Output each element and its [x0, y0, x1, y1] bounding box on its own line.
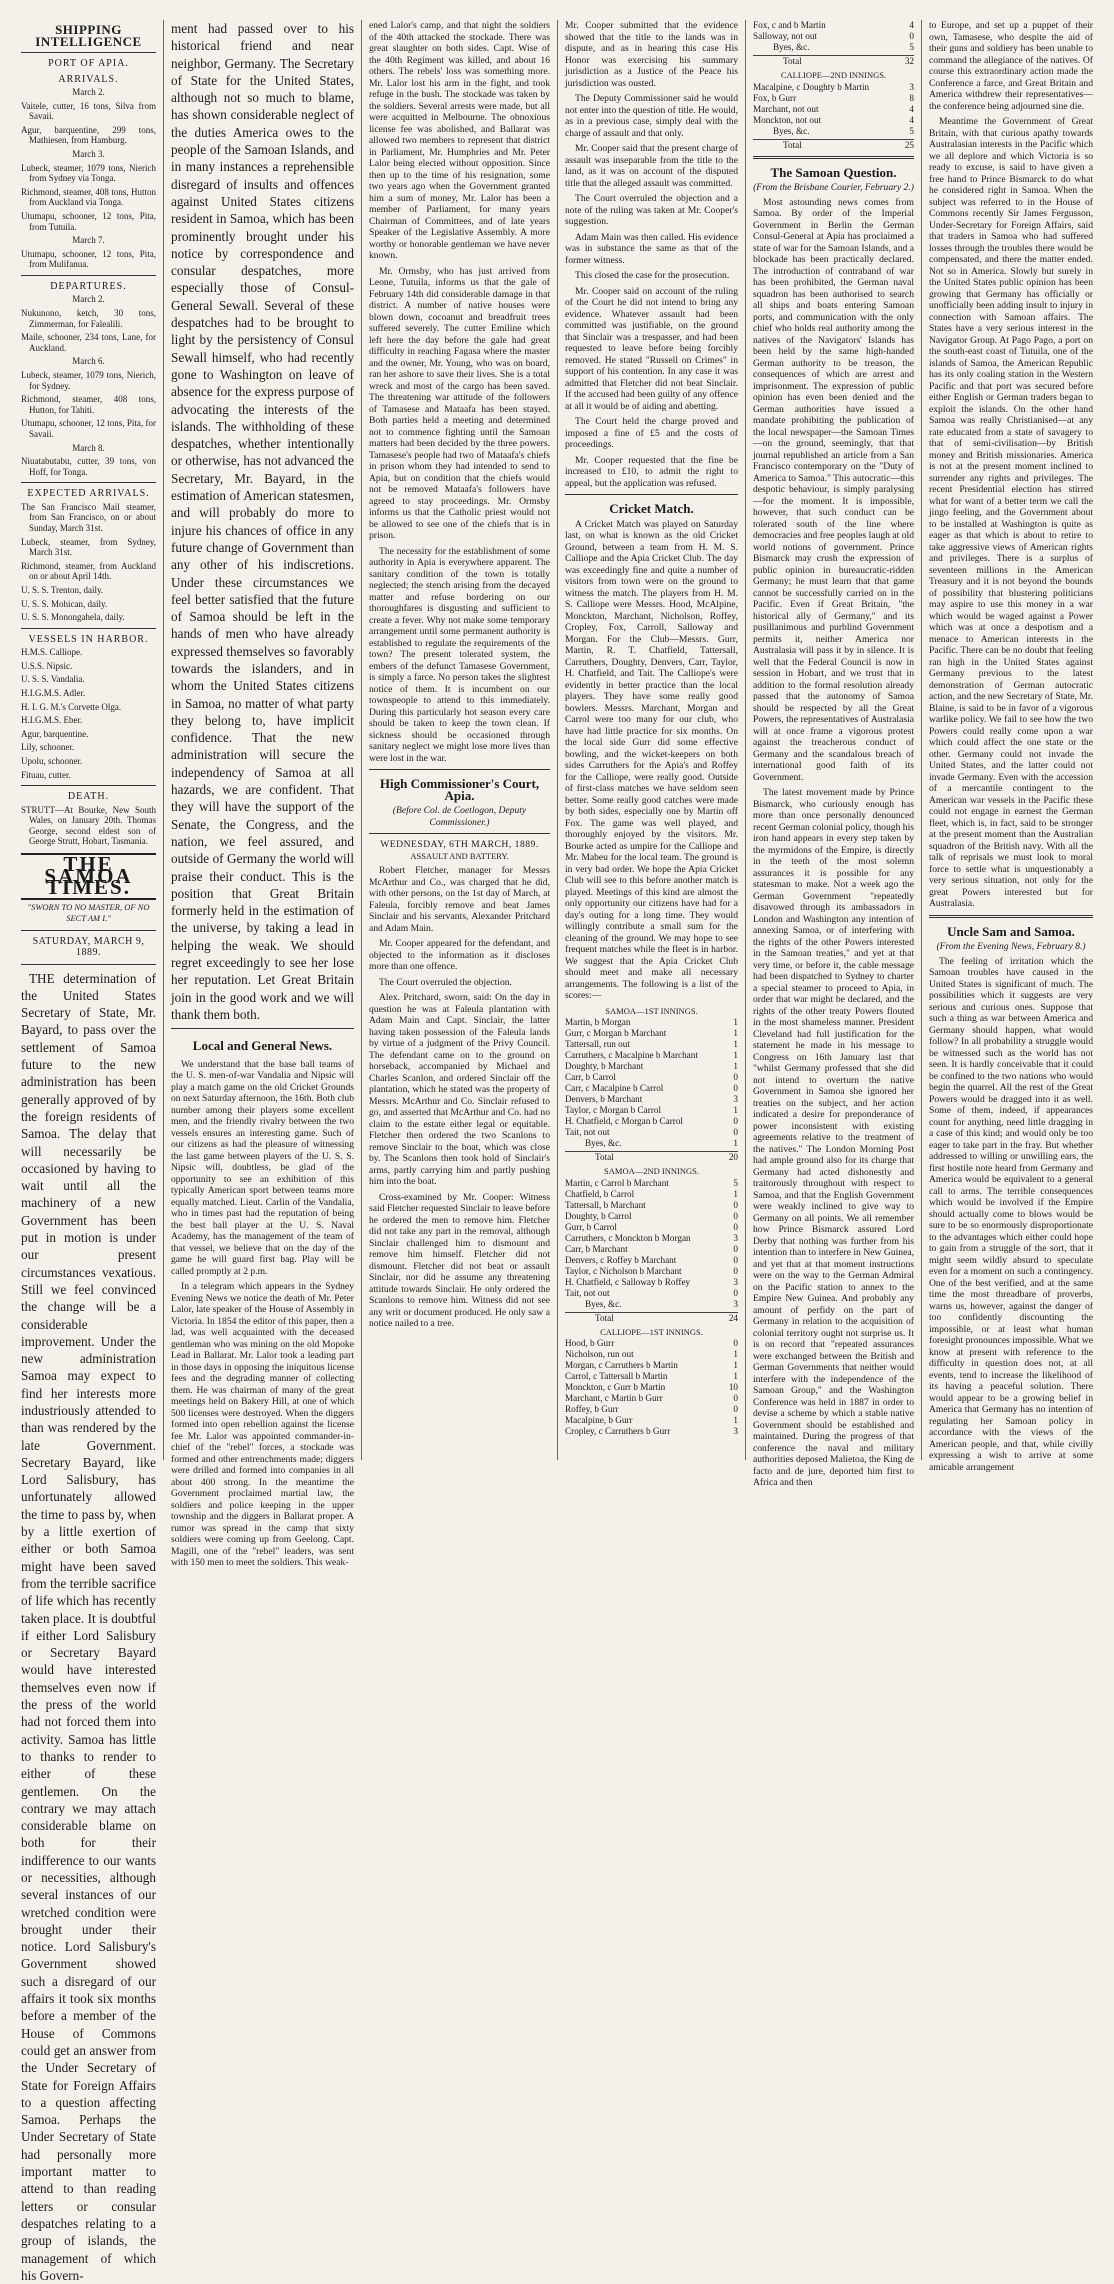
article-paragraph: to Europe, and set up a puppet of their own, Tamasese, who despite the aid of their guns and soldiery has been unable to command the allegiance of the natives. Of course this extraordinary action made the Conference a farce, and Great Britain and America withdrew their representatives—the conference being adjourned sine die.: [929, 20, 1093, 112]
list-item: H.I.G.M.S. Adler.: [21, 688, 86, 699]
editorial-part-1: THE determination of the United States Secretary of State, Mr. Bayard, to pass over the settlement of Samoa future to the new administration has been generally approved of by the foreign residents of Samoa. The delay that will necessarily be occasioned by having to wait until all the machinery of a new Government has been put in motion is under our present circumstances vexatious. Still we feel convinced the change will be a considerable improvement. Under the new administration Samoa may expect to find her interests more industriously attended to than was rendered by the late Government. Secretary Bayard, like Lord Salisbury, has unfortunately allowed the time to pass by, when by a little exertion of either or both Samoa might have been saved from the terrible sacrifice of life which has recently taken place. It is doubtful if either Lord Salisbury or Secretary Bayard would have interested themselves even now if the press of the world had not forced them into activity. Samoa has little to thanks to render to either of these gentlemen. On the contrary we may attach considerable blame on both for their indifference to our wants or necessities, although several instances of our wretched condition were brought under their notice. Lord Salisbury's Government showed such a disregard of our affairs it took six months before a member of the House of Commons could get an answer from the Under Secretary of State for Foreign Affairs to a question affecting Samoa. Perhaps the Under Secretary of State had personally more important matter to attend to than reading letters or consular despatches relating to a group of islands, the management of which his Govern-: [21, 970, 156, 2283]
table-row: Marchant, c Martin b Gurr 0: [565, 1393, 738, 1403]
list-item: Lubeck, steamer, 1079 tons, Nierich, for Sydney.: [21, 369, 156, 391]
calliope-second-heading: CALLIOPE—2ND INNINGS.: [780, 70, 887, 80]
divider: [21, 964, 156, 965]
column-shipping: [14, 20, 164, 2283]
local-news-title: Local and General News.: [192, 1038, 333, 1054]
table-row: Macalpine, c Doughty b Martin 3: [753, 81, 914, 92]
list-item: March 7.: [72, 235, 105, 246]
news-paragraph: We understand that the base ball teams of the U. S. men-of-war Vandalia and Nipsic will play a match game on the old Cricket Grounds on next Saturday afternoon, the 16th. Both club number among their players some excellent men, and the friendly rivalry between the two vessels ensures an interesting game. Such of our citizens as had the pleasure of witnessing the last game between players of the U. S. S. Nipsic will, doubtless, be glad of the opportunity to see an exhibition of this typically American sport between teams more equally matched. Lieut. Carlin of the Vandalia, who in times past had the reputation of being the best ball player at the U. S. Naval Academy, has the management of the team of that vessel, we believe that on the day of the game he will guard first bag. Play will be called promptly at 2 p.m.: [171, 1058, 354, 1277]
scorecard-calliope-1b: [753, 20, 914, 67]
list-item: Agur, barquentine.: [21, 728, 89, 739]
divider: [171, 1028, 354, 1029]
divider: [21, 785, 156, 786]
table-row: Doughty, b Marchant 1: [565, 1061, 738, 1071]
table-row: Carr, c Macalpine b Carrol 0: [565, 1083, 738, 1093]
samoa-first-heading: SAMOA—1ST INNINGS.: [605, 1005, 698, 1016]
list-item: Agur, barquentine, 299 tons, Mathiesen, from Hamburg.: [21, 124, 156, 146]
samoa-second-heading: SAMOA—2ND INNINGS.: [604, 1166, 699, 1176]
news-paragraph: Mr. Ormsby, who has just arrived from Leone, Tutuila, informs us that the gale of February 14th did considerable damage in that district. A number of native houses were blown down, cocoanut and breadfruit trees suffered severely. The cutter Emiline which left here the day before the gale had great difficulty in reaching Fagasa where the master and the owner, Mr. Young, who was on board, ran her ashore to save their lives. She is a total wreck and most of the cargo has been saved. The threatening war attitude of the followers of Tamasese and Mataafa has been stayed. Both parties held a meeting and determined not to commence fighting until the Samoan matters had been decided by the three powers. Tamasese's people had two of Mataafa's chiefs in prison whom they had intended to send to Apia, but on condition that the chiefs would not be removed Mataafa's followers have agreed to stay proceedings. Mr. Ormsby informs us that the Catholic priest would not be allowed to see one of the chiefs that is in prison.: [369, 265, 550, 541]
table-row-total: Total 32: [753, 55, 914, 67]
table-row: Martin, b Morgan 1: [565, 1017, 738, 1027]
table-row: Nicholson, run out 1: [565, 1349, 738, 1359]
table-row: Cropley, c Carruthers b Gurr 3: [565, 1426, 738, 1436]
vessels-list: [21, 647, 156, 780]
court-case: ASSAULT AND BATTERY.: [410, 850, 509, 861]
column-uncle-sam: [922, 20, 1100, 1473]
article-paragraph: Most astounding news comes from Samoa. By order of the Imperial Government in Berlin the German Consul-General at Apia has proclaimed a state of war for the Samoan Islands, and a blockade has been practically declared. The introduction of contraband of war has been prohibited, the German naval squadron has been authorised to search all ships and boats entering Samoan ports, and communication with the only chief who holds real authority among the natives of the Navigators' Islands has been held by the same high-handed German authority to be treason, the consequences of which are arrest and imprisonment. The expression of public opinion has even been denied and the German authorities have issued a mandate prohibiting the publication of the local newspaper—the Samoan Times—on the ground, seemingly, that that journal republished an article from a San Francisco contemporary on the "Duty of America to Samoa." This autocratic—this despotic behaviour, is simply paralysing—for the moment. It is impossible, however, that such conduct can be tolerated south of the line where democracies and free peoples laugh at old world notions of government. Prince Bismarck may crush the expression of public opinion in bureaucratic-ridden Germany; he must learn that that game cannot be successfully carried on in the Pacific. Even if Great Britain, "the historical ally of Germany," and its pusillanimous and purblind Government permits it, neither America nor Australasia will pass it by in silence. It is well that the Federal Council is now in session in Hobart, and we trust that in addition to the formal resolution already passed that the autonomy of Samoa should be respected by all the Great Powers, the representatives of Australasia will at once frame a vigorous protest against the treacherous conduct of Germany and the scandalous breach of international good faith of its Government.: [753, 196, 914, 783]
table-row: H. Chatfield, c Salloway b Roffey 3: [565, 1276, 738, 1287]
list-item: Richmond, steamer, 408 tons, Hutton, for Tahiti.: [21, 394, 156, 415]
table-row: Denvers, b Marchant 3: [565, 1094, 738, 1104]
departures-list: [21, 294, 156, 477]
court-paragraph: The Deputy Commissioner said he would not enter into the question of title. He would, as in a previous case, simply deal with the charge of assault and that only.: [565, 93, 738, 139]
table-row: Tattersall, run out 1: [565, 1039, 738, 1049]
samoan-question-title: The Samoan Question.: [770, 164, 897, 180]
list-item: Nukunono, ketch, 30 tons, Zimmerman, for Falealili.: [21, 308, 156, 329]
expected-list: [21, 502, 156, 623]
table-row: Carr, b Carrol 0: [565, 1072, 738, 1082]
table-row: Gurr, c Morgan b Marchant 1: [565, 1028, 738, 1038]
court-paragraph: Mr. Cooper said that the present charge of assault was inseparable from the title to the land, as it was on account of the disputed title that the alleged assault was committed.: [565, 143, 738, 189]
departures-heading: DEPARTURES.: [50, 280, 127, 292]
column-editorial: [164, 20, 362, 1569]
uncle-sam-title: Uncle Sam and Samoa.: [947, 923, 1075, 939]
table-row: Macalpine, b Gurr 1: [565, 1415, 738, 1425]
court-subtitle: (Before Col. de Coetlogon, Deputy Commissioner.): [392, 805, 527, 828]
divider: [369, 769, 550, 770]
divider: [369, 833, 550, 834]
table-row: Martin, c Carrol b Marchant 5: [565, 1177, 738, 1188]
shipping-title: SHIPPING INTELLIGENCE: [35, 22, 142, 49]
list-item: H.M.S. Calliope.: [21, 647, 83, 658]
scorecard-samoa-2: [565, 1178, 738, 1324]
table-row: Carruthers, c Monckton b Morgan 3: [565, 1232, 738, 1243]
divider: [565, 494, 738, 495]
cricket-title: Cricket Match.: [609, 501, 694, 516]
list-item: March 3.: [72, 148, 105, 159]
divider: [21, 275, 156, 276]
table-row: Gurr, b Carrol 0: [565, 1221, 738, 1232]
court-paragraph: Mr. Cooper requested that the fine be increased to £10, to admit the right to appeal, but the application was refused.: [565, 454, 738, 489]
list-item: U.S.S. Nipsic.: [21, 660, 73, 671]
table-row: Carruthers, c Macalpine b Marchant 1: [565, 1050, 738, 1060]
list-item: Niuatabutabu, cutter, 39 tons, von Hoff, for Tonga.: [21, 456, 156, 477]
court-paragraph: This closed the case for the prosecution.: [575, 270, 730, 281]
table-row: Tait, not out 0: [565, 1287, 738, 1298]
table-row: Byes, &c. 3: [585, 1298, 738, 1309]
list-item: March 8.: [72, 442, 105, 453]
list-item: March 6.: [72, 356, 105, 367]
masthead-motto: "SWORN TO NO MASTER, OF NO SECT AM I.": [27, 901, 150, 924]
table-row: Taylor, c Nicholson b Marchant 0: [565, 1265, 738, 1276]
scorecard-calliope-1a: [565, 1338, 738, 1437]
issue-date: SATURDAY, MARCH 9, 1889.: [32, 935, 145, 959]
list-item: The San Francisco Mail steamer, from San Francisco, on or about Sunday, March 31st.: [21, 501, 156, 533]
table-row: Roffey, b Gurr 0: [565, 1404, 738, 1414]
list-item: Richmond, steamer, from Auckland on or about April 14th.: [21, 560, 156, 582]
list-item: Upolu, schooner.: [21, 756, 83, 766]
court-paragraph: The Court overruled the objection and a note of the ruling was taken at Mr. Cooper's suggestion.: [565, 193, 738, 227]
table-row: Denvers, c Roffey b Marchant 0: [565, 1254, 738, 1265]
list-item: Fituau, cutter.: [21, 769, 71, 780]
list-item: U. S. S. Mohican, daily.: [21, 598, 108, 609]
port-heading: PORT OF APIA.: [48, 58, 129, 69]
list-item: U. S. S. Vandalia.: [21, 674, 85, 685]
column-local-news: [362, 20, 558, 1460]
death-notice: STRUTT—At Bourke, New South Wales, on January 20th. Thomas George, second eldest son of George Strutt, Hobart, Tasmania.: [21, 804, 156, 847]
table-row: Byes, &c. 1: [585, 1138, 738, 1148]
table-row: Morgan, c Carruthers b Martin 1: [565, 1360, 738, 1370]
scorecard-samoa-1: [565, 1017, 738, 1163]
arrivals-list: [21, 87, 156, 270]
court-paragraph: Mr. Cooper said on account of the ruling of the Court he did not intend to bring any evidence. Whatever assault had been committed was justifiable, on the ground that Sinclair was a trespasser, and had been requested to leave before being forcibly removed. He stated "Russell on Crimes" in support of his contention. In any case it was admitted that Fletcher did not beat Sinclair. If the accused had been guilty of any offence at all it would be of aiding and abetting.: [565, 285, 738, 412]
column-court-cricket: [558, 20, 746, 1460]
table-row: Fox, b Gurr 8: [753, 92, 914, 103]
article-paragraph: Meantime the Government of Great Britain, with that curious apathy towards Australasian interests in the Pacific which we all deplore and which Victoria is so ready to excuse, is said to have given a free hand to Prince Bismarck to do what he considered right in Samoa. When the subject was referred to in the House of Commons recently Sir James Fergusson, Under-Secretary for Foreign Affairs, said that traders in Samoa who had suffered losses through the troubles there would be compensated, and there the matter ended. Not so in America. Slowly but surely in the United States public opinion has been growing that Germany has officially or unofficially been adding insult to injury in connection with Samoan affairs. The States have a very serious interest in the Navigator Group. At Pago Pago, a port on the south-east coast of Tutuila, one of the islands of Samoa, the American Republic has its only coaling station in the Western Pacific and that port was secured before either English or German traders began to exploit the islands. On the other hand Samoa was really Christianised—at any rate educated from a state of savagery to that of semi-civilisation—by British money and British missionaries. America is not at the present moment inclined to surrender any rights and privileges. The recent Presidential election has stirred what for want of a better term we call the jingo feeling, and the Government about to be installed at Washington is quite as eager as that which is about to retire to take aggressive views of American rights and privileges. There is a surplus of seventeen millions in the American Treasury and it is not beyond the bounds of possibility that blustering politicians may aspire to use this money in a war which would be waged against a Power which was at once a despotism and a menace to American interests in the Pacific. There can be no doubt that feeling ran high in the United States against Germany previous to the latest demonstration of German autocratic action, and the new Secretary of State, Mr. Blaine, is said to be in favor of a vigorous warlike policy. We fail to see how the two Powers could really come upon a war which could affect the one state or the other. Germany could not invade the United States, and the latter could not invade Germany. Even with the accession of a mercantile contingent to the American war vessels in the Pacific these could not engage in earnest the German fleet, which is, in fact, said to be stronger at the present moment than the Australian squadron of the British navy. With all the talk of reprisals we must look to moral force to settle what is unquestionably a very serious situation, not only for the great Powers interested but for Australasia.: [929, 116, 1093, 909]
editorial-part-2: ment had passed over to his historical friend and near neighbor, Germany. The Secretary of State for the United States, although not so much to blame, has shown considerable neglect of the duties America owes to the people of the Samoan Islands, and in many instances a reprehensible disregard of insults and offences against United States citizens resident in Samoa, which has been prominently brought under his notice by correspondence and consular despatches, more especially those of Consul-General Sewall. Several of these despatches had to be brought to light by the persistency of Consul Sewall himself, who had recently gone to Washington on leave of absence for the express purpose of advocating the interests of the islands. The withholding of these despatches, whether intentionally or otherwise, has not advanced the Secretary, Mr. Bayard, in the estimation of American statesmen, and will probably do more to injure his chances of office in any future change of Government than any other of his indiscretions. Under these circumstances we feel better satisfied that the future of Samoa should be left in the hands of men who have already expressed themselves so favorably towards the islanders, and in whom the United States citizens in Samoa, no matter of what party they belong to, have implicit confidence. That the new administration will secure the independency of Samoa at all hazards, we are confident. That they will have the support of the Senate, the Congress, and the nation, we feel assured, and outside of Germany the world will praise their conduct. This is the position that Great Britain formerly held in the estimation of the universe, by taking a lead in helping the weak. We should regret exceedingly to see her lose her reputation. Let Great Britain join in the good work and we will thank them both.: [171, 21, 354, 1022]
arrivals-heading: ARRIVALS.: [58, 73, 119, 85]
table-row: Tait, not out 0: [565, 1127, 738, 1137]
table-row: H. Chatfield, c Morgan b Carrol 0: [565, 1116, 738, 1126]
list-item: Richmond, steamer, 408 tons, Hutton from Auckland via Tonga.: [21, 186, 156, 208]
table-row: Hood, b Gurr 0: [565, 1338, 738, 1348]
list-item: Lubeck, steamer, from Sydney, March 31st.: [21, 536, 156, 558]
column-samoan-question: [746, 20, 922, 1488]
list-item: Lubeck, steamer, 1079 tons, Nierich from Sydney via Tonga.: [21, 162, 156, 184]
divider: [753, 156, 914, 159]
table-row-total: Total 24: [565, 1312, 738, 1324]
table-row: Monckton, c Gurr b Martin 10: [565, 1382, 738, 1392]
court-paragraph: The Court overruled the objection.: [379, 976, 512, 988]
list-item: Maile, schooner, 234 tons, Lane, for Auckland.: [21, 332, 156, 353]
divider: [21, 482, 156, 483]
table-row-total: Total 20: [565, 1151, 738, 1163]
expected-heading: EXPECTED ARRIVALS.: [27, 488, 150, 500]
list-item: Utumapu, schooner, 12 tons, Pita, from Tutuila.: [21, 210, 156, 232]
death-heading: DEATH.: [67, 791, 110, 803]
table-row: Byes, &c. 5: [773, 125, 914, 136]
table-row: Carrol, c Tattersall b Martin 1: [565, 1371, 738, 1381]
news-paragraph: The necessity for the establishment of some authority in Apia is everywhere apparent. The sanitary condition of the town is totally neglected; the stench arising from the decayed matter and refuse bordering on our thoroughfares is disgusting and sufficient to create a fever. Why not make some temporary arrangement until some permanent authority is established to regulate the requirements of the town? The present tolerated system, the embers of the defunct Tamasese Government, is simply a farce. No person takes the slightest notice of them. It is incumbent on our townspeople to attend to this immediately. During this particularly hot season every care should be taken to keep the town clean. If sickness should be occasioned through sanitary neglect we might lose more lives than were lost in the war.: [369, 545, 550, 764]
divider: [21, 930, 156, 931]
court-paragraph: Mr. Cooper appeared for the defendant, and objected to the information as it discloses more than one offence.: [369, 938, 550, 972]
scorecard-calliope-2: [753, 82, 914, 151]
divider: [929, 915, 1093, 918]
table-row: Taylor, c Morgan b Carrol 1: [565, 1105, 738, 1115]
court-paragraph: Mr. Cooper submitted that the evidence showed that the title to the lands was in dispute, and as in hearing this case His Honor was exercising his summary jurisdiction as a Justice of the Peace his jurisdiction was ousted.: [565, 20, 738, 89]
list-item: Lily, schooner.: [21, 742, 75, 753]
table-row: Chatfield, b Carrol 1: [565, 1188, 738, 1199]
uncle-sam-source: (From the Evening News, February 8.): [936, 941, 1086, 952]
table-row: Carr, b Marchant 0: [565, 1243, 738, 1254]
news-paragraph: ened Lalor's camp, and that night the soldiers of the 40th attacked the stockade. There was great slaughter on both sides. Capt. Wise of the 40th Regiment was killed, and about 16 others. The rebels' loss was something more. Mr. Lalor lost his arm in the fight, and took refuge in the bush. The stockade was taken by the soldiers. Several arrests were made, but all were acquitted in Melbourne. The obnoxious license fee was abolished, and Ballarat was allowed two members to represent that district in Parliament, Mr. Humphries and Mr. Peter Lalor being elected without opposition. Since then up to the time of his resignation, some two years ago when the Government granted him a sum of money, Mr. Lalor has been a member of Parliament, for many years Chairman of Committees, and of late years Speaker of the Legislative Assembly. A more worthy or honorable gentleman we have never known.: [369, 20, 550, 261]
table-row: Salloway, not out 0: [753, 31, 914, 41]
samoan-question-source: (From the Brisbane Courier, February 2.): [753, 182, 914, 193]
divider: [21, 628, 156, 629]
article-paragraph: The latest movement made by Prince Bismarck, who curiously enough has more than once personally denounced recent German colonial policy, though his iron hand appears in every step taken by the myrmidons of the Empire, is directly in the teeth of the most solemn assurances it is possible for any statesman to make. Not a week ago the German Government "repeatedly disavowed through its ambassadors in London and Washington any intention of annexing Samoa, or of interfering with the rights of the other Powers interested in the Samoan treaties," and yet at that very time, or before it, the cable message had been dispatched to Sydney to charter a special steamer to proceed to Apia, in order that war might be declared, and the rights of the other treaty Powers flouted in the most shameless manner. President Cleveland had full justification for the statement he made in his message to Congress on 16th January last that "whilst Germany professed that she did not intend to overturn the native Government in Samoa she ignored her treaties on the subject, and her action indicated a desire for preponderance of power inconsistent with existing agreements relative to the treatment of the natives." The London Morning Post had ample ground also for its charge that Germany had acted dishonestly and traitorously throughout with respect to Samoa, and that the English Government were weakly inclined to give way to Germany on all points. We all remember how Prince Bismarck assured Lord Derby that nothing was further from his intention than to interfere in New Guinea, and yet that at that moment instructions were on the way to the German Admiral on the Pacific station to annex to the Empire New Guinea. And probably any amount of perfidy on the part of Germany in relation to the acquisition of colonial territory ought not surprise us. It is on record that "repeated assurances were exchanged between the British and German Governments that neither would interfere with the independence of the Samoan Group," and the Washington Conference was held in 1887 in order to devise a scheme by which a stable native Government should be established and maintained. During the progress of that conference the naval and military authorities deposed Malietoa, the King de facto and de jure, deported him first to Africa and then: [753, 787, 914, 1488]
masthead-title: THE SAMOA TIMES.: [21, 853, 156, 900]
list-item: Vaitele, cutter, 16 tons, Silva from Savaii.: [21, 100, 156, 122]
list-item: Utumapu, schooner, 12 tons, Pita, from Mulifanua.: [21, 248, 156, 270]
cricket-paragraph: A Cricket Match was played on Saturday last, on what is known as the old Cricket Ground, between a team from H. M. S. Calliope and the Apia Cricket Club. The day was exceedingly fine and quite a number of visitors from town were on the ground to witness the match. The players from H. M. S. Calliope were Messrs. Hood, McAlpine, Monckton, Marchant, Nicholson, Roffey, Cropley, Fox, Carroll, Salloway and Morgan. For the Club—Messrs. Gurr, Martin, R. T. Chatfield, Tattersall, Carruthers, Doughty, Denvers, Carr, Taylor, H. Chatfield, and Tait. The Calliope's were evidently in better practice than the local players. They have some really good bowlers. Messrs. Marchant, Morgan and Carrol were too many for our club, who have had little practice for six months. On the local side Gurr did some effective bowling, and the wicket-keepers on both sides Carruthers for the Apia's and Roffey for the Calliope, were really good. Outside of first-class matches we have seldom seen better. Some really good catches were made by both sides, especially one by Martin off Fox. The game was well played, and thoroughly enjoyed by the visitors. Mr. Bourke acted as umpire for the Calliope and Mr. Mabeu for the local team. The ground is in very bad order. We hope the Apia Cricket Club will see to this before another match is played. Meetings of this kind are almost the only opportunity our citizens have had for a day's outing for a long time. They would willingly contribute a small sum for the cleaning of the ground. We may hope to see frequent matches while the fleet is in harbor. We suggest that the Apia Cricket Club should meet and make all necessary arrangements. The following is a list of the scores:—: [565, 518, 738, 1001]
court-date: WEDNESDAY, 6TH MARCH, 1889.: [380, 839, 539, 850]
table-row: Marchant, not out 4: [753, 103, 914, 114]
news-paragraph: In a telegram which appears in the Sydney Evening News we notice the death of Mr. Peter Lalor, late speaker of the House of Assembly in Victoria. In 1854 the editor of this paper, then a lad, was well acquainted with the deceased gentleman who was mining on the old Mopoke Lead in Ballarat. Mr. Lalor took a leading part in those days in opposing the iniquitous license fees and the degrading manner of collecting them. He was chairman of many of the great meetings held on Bakery Hill, at one of which 500 licenses were destroyed. When the diggers formed into open rebellion against the license fee Mr. Lalor was appointed commander-in-chief of the "rebel" forces, a stockade was formed and other entrenchments made; diggers were drilled and formed into companies in all about 400 strong. In the meantime the Government proclaimed martial law, the soldiers and police keeping in the upper township and the diggers in Ballarat proper. A rumor was spread in the camp that sixty soldiers were coming up from Geelong. Capt. Magill, one of the "rebel" leaders, was sent with 150 men to meet the soldiers. This weak-: [171, 1281, 354, 1569]
court-paragraph: Cross-examined by Mr. Cooper: Witness said Fletcher requested Sinclair to leave before he ordered the men to remove him. Fletcher did not take any part in the removal, although Sinclair challenged him to dismount and remove him himself. Fletcher did not dismount. Fletcher did not beat or assault Sinclair, nor did he assume any threatening attitude towards Sinclair. He only ordered the Scanlons to remove him. Witness did not see any writ or document produced. He only saw a notice nailed to a tree.: [369, 1191, 550, 1329]
table-row: Monckton, not out 4: [753, 114, 914, 125]
list-item: H. I. G. M.'s Corvette Olga.: [21, 701, 122, 712]
list-item: H.I.G.M.S. Eber.: [21, 715, 83, 726]
list-item: March 2.: [72, 294, 105, 305]
table-row: Tattersall, b Marchant 0: [565, 1199, 738, 1210]
list-item: March 2.: [72, 87, 105, 97]
article-paragraph: The feeling of irritation which the Samoan troubles have caused in the United States is significant of much. The possibilities which it suggests are very serious and curious ones. Suppose that such a thing as war between America and Germany should happen, what would follow? In all probability a struggle would be witnessed such as the world has not seen. It is hardly conceivable that it could be confined to the two nations who would begin the quarrel. All the rest of the Great Powers would be dragged into it as well. Some of them, indeed, if appearances count for anything, need little dragging in a case of this kind; and would only be too eager to take part in the fray. But whether addressed to willing or unwilling ears, the first hostile note heard from Germany and America would be equivalent to a general call to arms. The terrible consequences which would be involved if the Empire should actually come to blows would be sure to be so enormously disproportionate to the advantages which either could hope to gain from a struggle of the sort, that it might seem wildly absurd to speculate even for a moment on such a contingency. One of the best verified, and at the same time the most threadbare of proverbs, warns us, however, against the danger of too confidently discounting the impossible, or at least what human foresight pronounces impossible. What we know at present with reference to the difficulty in question does not, at all events, tend to increase the likelihood of its having a peaceful solution. There would appear to be a growing belief in America that Germany has no intention of regulating her Samoan policy in accordance with the views of the American people, and that, while civilly expressing a wish to arrive at some amicable arrangement: [929, 955, 1093, 1473]
court-paragraph: Adam Main was then called. His evidence was in substance the same as that of the former witness.: [565, 231, 738, 266]
list-item: Utumapu, schooner, 12 tons, Pita, for Savaii.: [21, 418, 156, 439]
court-paragraph: Alex. Pritchard, sworn, said: On the day in question he was at Faleula plantation with Adam Main and Capt. Sinclair, the latter having taken possession of the Faleula lands by virtue of a judgment of the Privy Council. The defendant came on to the ground on horseback, accompanied by Michael and Charles Scanlon, and ordered Sinclair off the plantation, which he stated was the property of Messrs. McArthur and Co. Sinclair refused to go, and asserted that McArthur and Co. had no claim to the estate either legal or equitable. Fletcher then ordered the two Scanlons to remove Sinclair to the boat, which was close by. The Scanlons then took hold of Sinclair's arms, partly carrying him and partly pushing him into the boat.: [369, 992, 550, 1187]
court-paragraph: Robert Fletcher, manager for Messrs McArthur and Co., was charged that he did, with other persons, on the 1st day of March, at Faleula, forcibly remove and beat James Sinclair and his servants, Alexander Pritchard and Adam Main.: [369, 865, 550, 934]
list-item: U. S. S. Monongahela, daily.: [21, 612, 125, 623]
vessels-heading: VESSELS IN HARBOR.: [28, 633, 149, 645]
divider: [21, 52, 156, 53]
table-row: Byes, &c. 5: [773, 42, 914, 52]
court-paragraph: The Court held the charge proved and imposed a fine of £5 and the costs of proceedings.: [565, 416, 738, 450]
list-item: U. S. S. Trenton, daily.: [21, 584, 104, 595]
table-row: Fox, c and b Martin 4: [753, 20, 914, 30]
local-news-start: [171, 1059, 354, 1569]
court-title: High Commissioner's Court, Apia.: [379, 776, 540, 803]
calliope-first-heading: CALLIOPE—1ST INNINGS.: [600, 1326, 703, 1337]
table-row-total: Total 25: [753, 139, 914, 151]
table-row: Doughty, b Carrol 0: [565, 1210, 738, 1221]
